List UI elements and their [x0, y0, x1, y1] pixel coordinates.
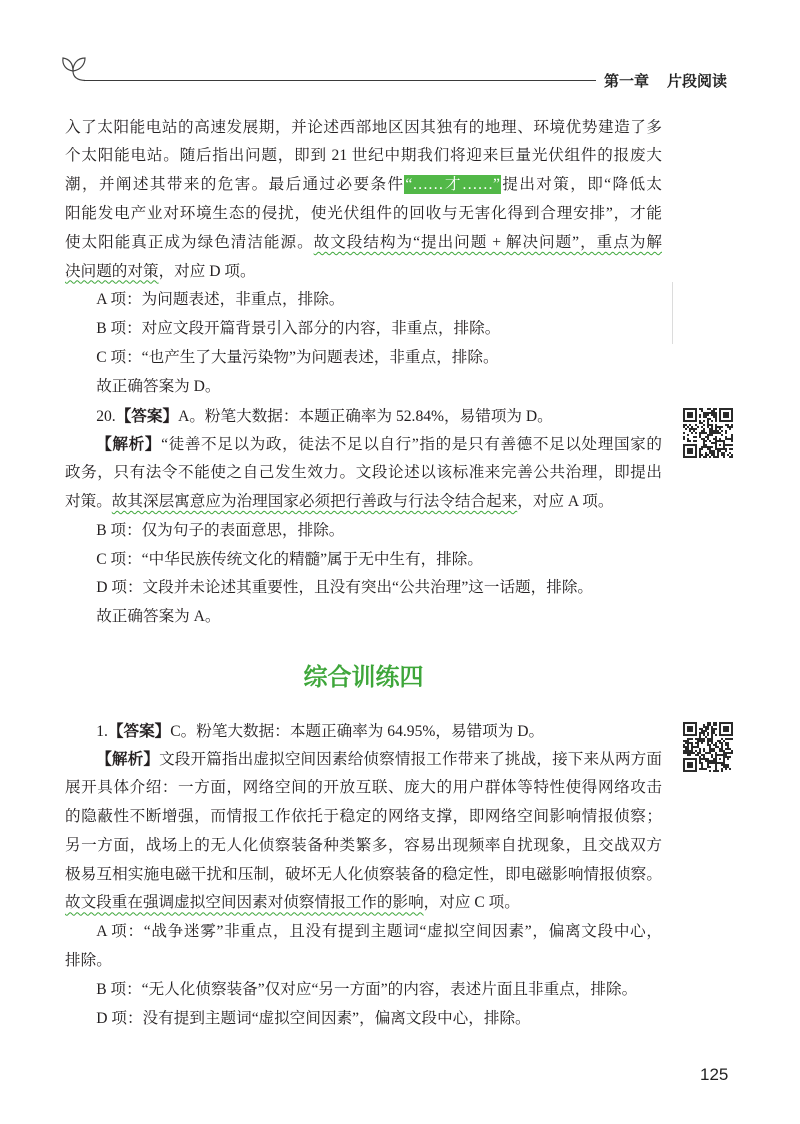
analysis-line: 个太阳能电站。随后指出问题，即到 21 世纪中期我们将迎来巨量光伏组件的报废大	[65, 147, 662, 165]
qr-code-icon	[683, 722, 733, 772]
option-explanation: B 项：对应文段开篇背景引入部分的内容，非重点，排除。	[96, 320, 501, 338]
qr-modules	[683, 408, 733, 458]
text-segment: ，对应 D 项。	[158, 262, 256, 280]
analysis-line: 展开具体介绍：一方面，网络空间的开放互联、庞大的用户群体等特性使得网络攻击	[65, 779, 662, 797]
margin-rule	[672, 282, 673, 344]
answer-tag: 【答案】	[107, 721, 171, 740]
qr-modules	[683, 722, 733, 772]
correct-answer-line: 故正确答案为 D。	[96, 377, 221, 395]
analysis-line	[65, 430, 662, 459]
option-explanation: B 项：“无人化侦察装备”仅对应“另一方面”的内容，表述片面且非重点，排除。	[96, 980, 638, 998]
sprout-icon	[58, 50, 90, 82]
key-sentence-underline: 故文段重在强调虚拟空间因素对侦察情报工作的影响	[65, 894, 424, 912]
analysis-tag: 【解析】	[96, 750, 160, 769]
option-explanation: D 项：没有提到主题词“虚拟空间因素”，偏离文段中心，排除。	[96, 1009, 531, 1027]
question-number: 20.	[96, 407, 116, 425]
analysis-line: 入了太阳能电站的高速发展期，并论述西部地区因其独有的地理、环境优势建造了多	[65, 118, 662, 136]
text-segment: 文段开篇指出虚拟空间因素给侦察情报工作带来了挑战，接下来从两方面	[159, 751, 662, 769]
text-segment: 对策。	[65, 492, 112, 510]
qr-code-icon	[683, 408, 733, 458]
text-segment: ，对应 A 项。	[517, 492, 614, 510]
content-block-upper	[65, 114, 662, 632]
option-explanation: D 项：文段并未论述其重要性，且没有突出“公共治理”这一话题，排除。	[96, 579, 594, 597]
analysis-line	[65, 488, 662, 517]
option-explanation: C 项：“中华民族传统文化的精髓”属于无中生有，排除。	[96, 550, 483, 568]
header-rule	[84, 80, 596, 81]
keyword-highlight: “……才……”	[405, 176, 500, 194]
answer-text: A。粉笔大数据：本题正确率为 52.84%，易错项为 D。	[178, 407, 553, 425]
content-block-lower	[65, 717, 662, 1034]
option-explanation: B 项：仅为句子的表面意思，排除。	[96, 521, 345, 539]
analysis-line: 政务，只有法令不能使之自己发生效力。文段论述以该标准来完善公共治理，即提出	[65, 464, 662, 482]
analysis-line	[65, 229, 662, 258]
text-segment: 潮，并阐述其带来的危害。最后通过必要条件	[65, 176, 405, 194]
option-explanation: A 项：为问题表述，非重点，排除。	[96, 291, 345, 309]
correct-answer-line: 故正确答案为 A。	[96, 608, 221, 626]
key-sentence-underline: 故其深层寓意应为治理国家必须把行善政与行法令结合起来	[111, 492, 518, 510]
analysis-line: 另一方面，战场上的无人化侦察装备种类繁多，容易出现频率自扰现象，且交战双方	[65, 836, 662, 854]
question-number: 1.	[96, 722, 108, 740]
text-segment: 使太阳能真正成为绿色清洁能源。	[65, 233, 314, 251]
text-segment: “徒善不足以为政，徒法不足以自行”指的是只有善德不足以处理国家的	[161, 436, 662, 454]
option-explanation: C 项：“也产生了大量污染物”为问题表述，非重点，排除。	[96, 348, 499, 366]
analysis-line	[65, 258, 662, 287]
analysis-line: 极易互相实施电磁干扰和压制，破坏无人化侦察装备的稳定性，即电磁影响情报侦察。	[65, 865, 662, 883]
option-explanation: A 项：“战争迷雾”非重点，且没有提到主题词“虚拟空间因素”，偏离文段中心，	[96, 923, 662, 941]
analysis-line	[65, 889, 662, 918]
running-header	[604, 70, 727, 92]
key-sentence-underline: 故文段结构为“提出问题 + 解决问题”，重点为解	[313, 233, 662, 251]
option-explanation-continued: 排除。	[65, 951, 112, 969]
section-label: 片段阅读	[667, 72, 728, 90]
key-sentence-underline: 决问题的对策	[65, 262, 159, 280]
answer-tag: 【答案】	[115, 406, 179, 425]
page-number: 125	[700, 1065, 729, 1084]
analysis-line: 阳能发电产业对环境生态的侵扰，使光伏组件的回收与无害化得到合理安排”，才能	[65, 204, 662, 222]
answer-line	[65, 402, 662, 431]
chapter-label: 第一章	[604, 72, 650, 90]
analysis-line: 的隐蔽性不断增强，而情报工作依托于稳定的网络支撑，即网络空间影响情报侦察；	[65, 807, 662, 825]
analysis-tag: 【解析】	[96, 435, 162, 454]
analysis-line	[65, 745, 662, 774]
text-segment: ，对应 C 项。	[423, 894, 520, 912]
answer-text: C。粉笔大数据：本题正确率为 64.95%，易错项为 D。	[170, 722, 545, 740]
text-segment: 提出对策，即“降低太	[500, 176, 663, 194]
answer-line	[65, 717, 662, 746]
analysis-line	[65, 171, 662, 200]
section-title: 综合训练四	[303, 663, 424, 691]
